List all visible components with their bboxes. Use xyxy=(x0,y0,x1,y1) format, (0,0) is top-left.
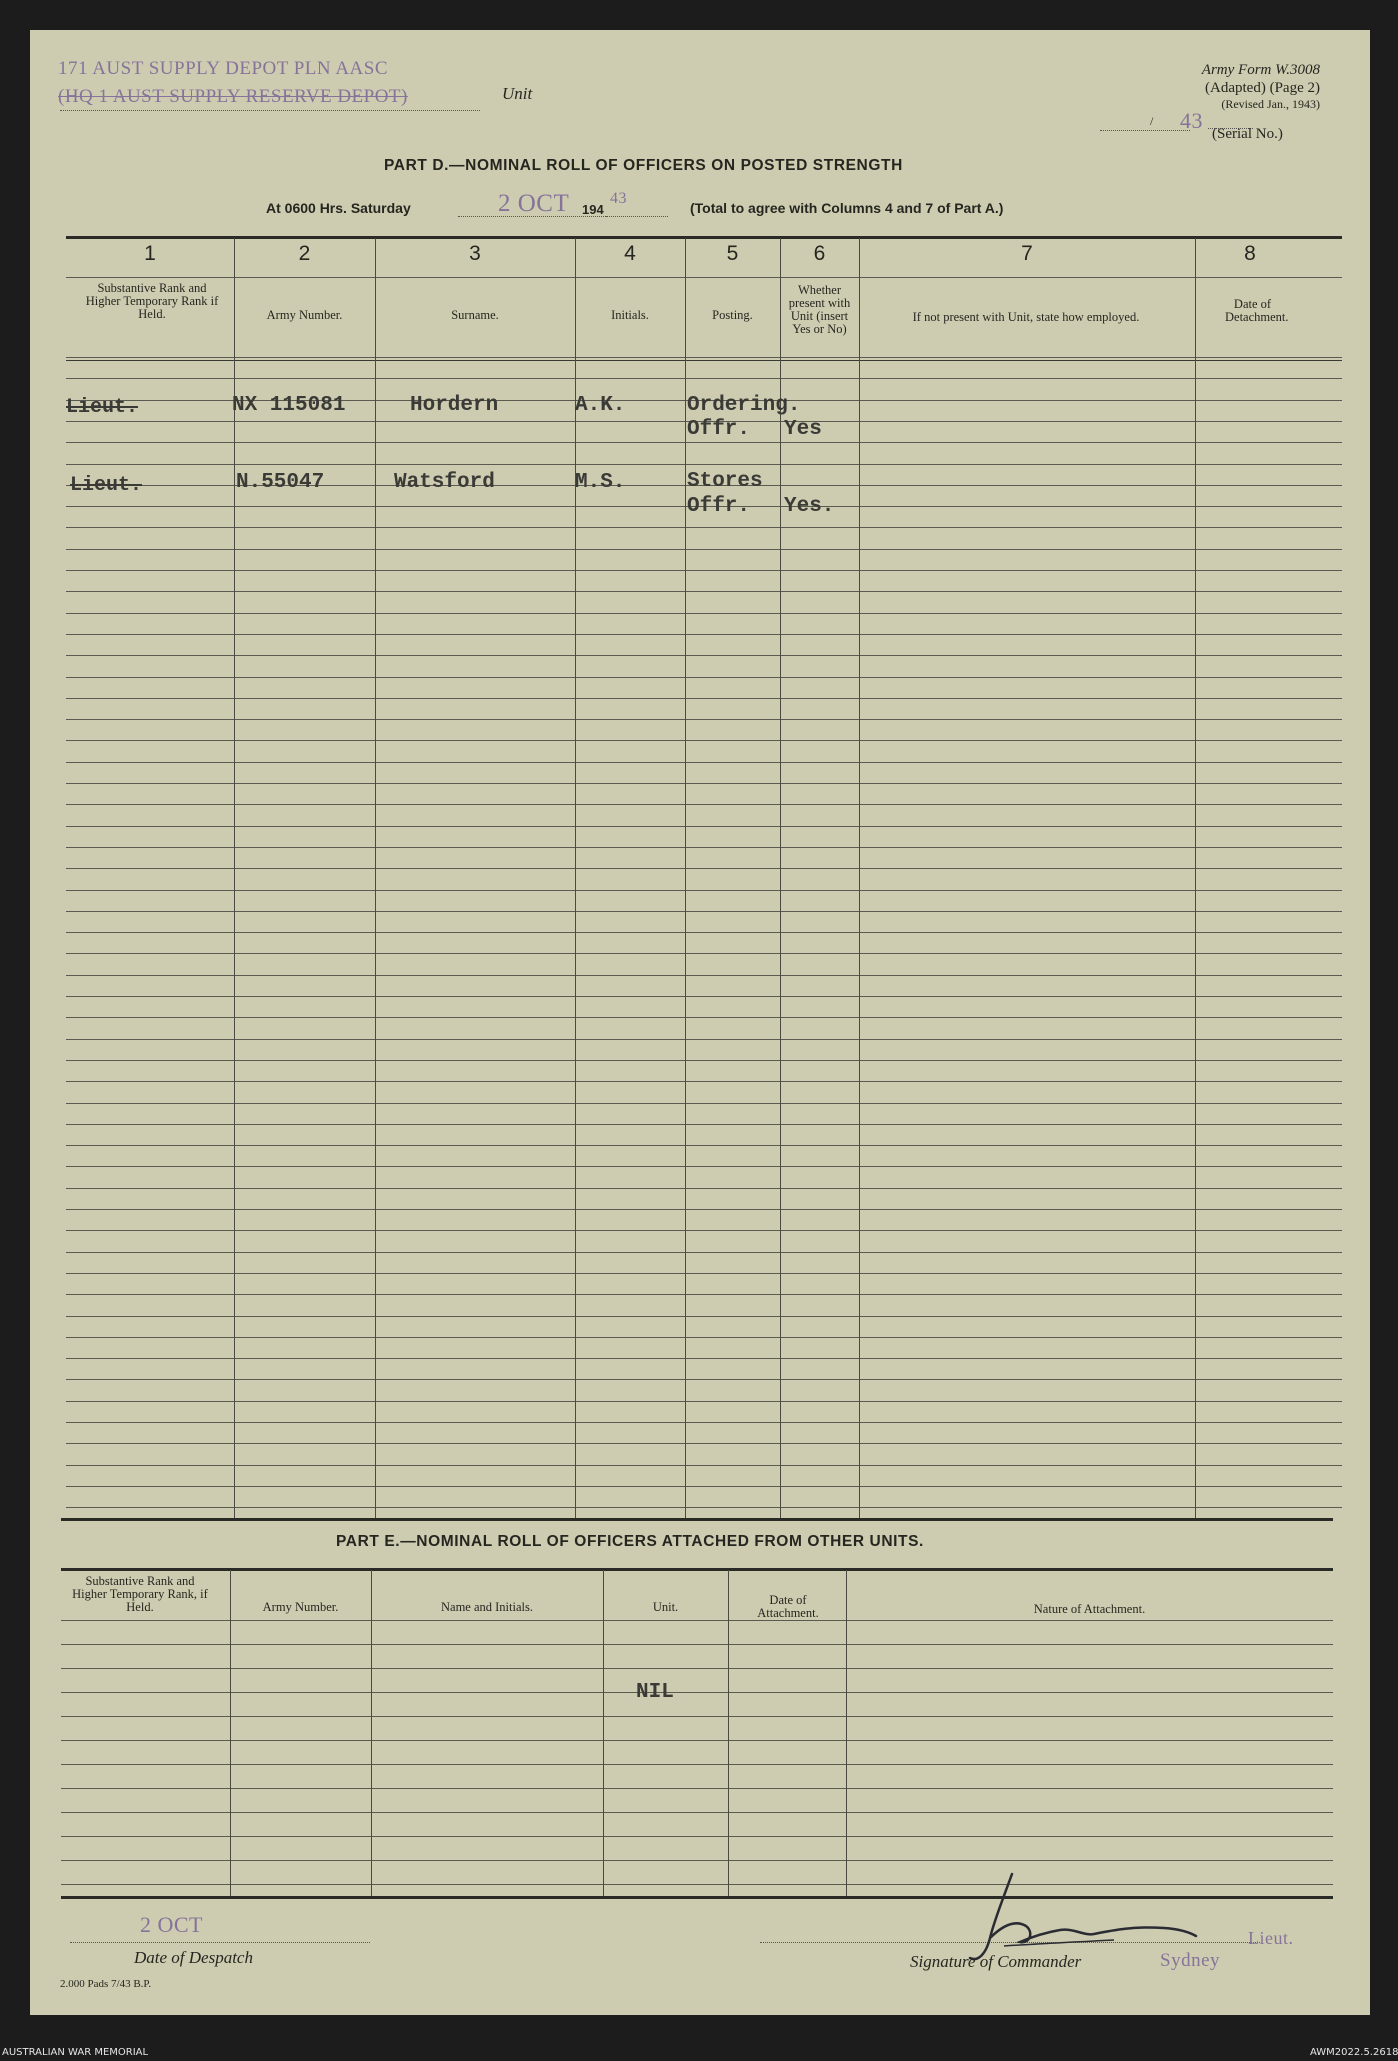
ruled-line xyxy=(61,1812,1333,1813)
ruled-line xyxy=(66,1166,1342,1167)
part-e-col-5-header: Date of Attachment. xyxy=(757,1593,819,1620)
col-2-header: Army Number. xyxy=(266,308,343,322)
ruled-line xyxy=(66,527,1342,528)
col-7-header: If not present with Unit, state how employed. xyxy=(912,310,1140,324)
part-d-date-stamp: 2 OCT xyxy=(498,190,570,217)
ruled-line xyxy=(66,762,1342,763)
ruled-line xyxy=(66,1422,1342,1423)
col-2-number: 2 xyxy=(298,242,311,265)
ruled-line xyxy=(66,890,1342,891)
ruled-line xyxy=(66,634,1342,635)
col-3-number: 3 xyxy=(469,242,481,265)
ruled-line xyxy=(66,953,1342,954)
ruled-line xyxy=(61,1716,1333,1717)
signature-label: Signature of Commander xyxy=(910,1952,1082,1971)
row-2-initials: M.S. xyxy=(575,471,626,494)
ruled-line xyxy=(66,1081,1342,1082)
part-d-vrule-1 xyxy=(234,238,235,1520)
ruled-line xyxy=(66,1060,1342,1061)
ruled-line xyxy=(66,549,1342,550)
ruled-line xyxy=(61,1788,1333,1789)
row-2-posting: Stores xyxy=(687,470,763,493)
ruled-line xyxy=(61,1764,1333,1765)
ruled-line xyxy=(66,804,1342,805)
col-5-number: 5 xyxy=(726,242,739,265)
ruled-line xyxy=(66,1209,1342,1210)
col-6-header: Whether present with Unit (insert Yes or No) xyxy=(788,283,851,336)
part-d-vrule-2 xyxy=(375,238,376,1520)
ruled-line xyxy=(61,1668,1333,1669)
ruled-line xyxy=(66,442,1342,443)
footer-left: AUSTRALIAN WAR MEMORIAL xyxy=(2,2047,149,2058)
ruled-line xyxy=(61,1740,1333,1741)
part-e-vrule-4 xyxy=(728,1570,729,1898)
part-e-col-6-header: Nature of Attachment. xyxy=(1033,1602,1146,1616)
ruled-line xyxy=(66,1316,1342,1317)
col-8-number: 8 xyxy=(1244,242,1256,265)
row-1-posting: Ordering. xyxy=(687,394,801,417)
year-dotted-line xyxy=(606,216,668,218)
despatch-date-stamp: 2 OCT xyxy=(140,1912,203,1937)
header-bottom-rule xyxy=(66,360,1342,361)
part-e-col-2-header: Army Number. xyxy=(262,1600,339,1614)
row-1-surname: Hordern xyxy=(410,394,499,417)
col-1-header: Substantive Rank and Higher Temporary Rank if Held. xyxy=(85,281,219,321)
ruled-line xyxy=(66,1017,1342,1018)
ruled-line xyxy=(66,1039,1342,1040)
pads-note: 2.000 Pads 7/43 B.P. xyxy=(60,1978,152,1990)
part-d-year-stamp: 43 xyxy=(610,190,627,207)
part-d-vrule-7 xyxy=(1195,238,1196,1520)
part-e-title: PART E.—NOMINAL ROLL OF OFFICERS ATTACHED FROM OTHER UNITS. xyxy=(336,1533,924,1550)
part-e-top-border xyxy=(61,1568,1333,1571)
part-e-col-4-header: Unit. xyxy=(652,1600,679,1614)
ruled-line xyxy=(66,357,1342,358)
ruled-line xyxy=(66,677,1342,678)
ruled-line xyxy=(66,1103,1342,1104)
part-d-vrule-3 xyxy=(575,238,576,1520)
ruled-line xyxy=(66,1230,1342,1231)
form-sheet xyxy=(30,30,1370,2015)
row-2-present: Yes. xyxy=(784,495,835,518)
ruled-line xyxy=(66,719,1342,720)
header-number-rule xyxy=(66,277,1342,278)
ruled-line xyxy=(66,570,1342,571)
part-e-nil-entry: NIL xyxy=(636,1681,674,1704)
col-6-number: 6 xyxy=(813,242,826,265)
ruled-line xyxy=(61,1692,1333,1693)
commander-stamp-rank: Lieut. xyxy=(1248,1928,1294,1948)
col-4-number: 4 xyxy=(624,242,636,265)
row-1-rank: Lieut. xyxy=(66,396,139,419)
serial-dotted-line xyxy=(1100,130,1190,132)
form-number: Army Form W.3008 xyxy=(1201,62,1320,78)
serial-stamp: 43 xyxy=(1180,108,1203,133)
ruled-line xyxy=(66,1358,1342,1359)
part-d-vrule-6 xyxy=(859,238,860,1520)
part-d-bottom-border xyxy=(61,1518,1333,1521)
col-3-header: Surname. xyxy=(451,308,499,322)
ruled-line xyxy=(61,1620,1333,1621)
ruled-line xyxy=(66,464,1342,465)
serial-slash: / xyxy=(1150,114,1154,128)
ruled-line xyxy=(66,847,1342,848)
part-e-vrule-3 xyxy=(603,1570,604,1898)
ruled-line xyxy=(66,975,1342,976)
form-revised: (Revised Jan., 1943) xyxy=(1221,97,1320,111)
part-e-vrule-5 xyxy=(846,1570,847,1898)
ruled-line xyxy=(66,1486,1342,1487)
ruled-line xyxy=(61,1644,1333,1645)
col-1-number: 1 xyxy=(144,242,156,265)
ruled-line xyxy=(66,378,1342,379)
part-e-col-3-header: Name and Initials. xyxy=(441,1600,533,1614)
ruled-line xyxy=(66,783,1342,784)
row-1-posting-2: Offr. xyxy=(687,418,751,441)
ruled-line xyxy=(61,1860,1333,1861)
footer-right: AWM2022.5.2618 xyxy=(1310,2047,1398,2058)
despatch-label: Date of Despatch xyxy=(134,1948,253,1967)
ruled-line xyxy=(66,932,1342,933)
col-4-header: Initials. xyxy=(611,308,649,322)
part-d-at-label: At 0600 Hrs. Saturday xyxy=(266,200,411,216)
ruled-line xyxy=(66,655,1342,656)
ruled-line xyxy=(66,1124,1342,1125)
ruled-line xyxy=(66,1145,1342,1146)
row-1-present: Yes xyxy=(784,418,822,441)
ruled-line xyxy=(66,911,1342,912)
ruled-line xyxy=(66,1294,1342,1295)
ruled-line xyxy=(66,1252,1342,1253)
form-adapted: (Adapted) (Page 2) xyxy=(1205,80,1320,96)
unit-stamp-line2: (HQ 1 AUST SUPPLY RESERVE DEPOT) xyxy=(58,86,408,107)
part-d-top-border xyxy=(66,236,1342,239)
col-7-number: 7 xyxy=(1021,242,1033,265)
ruled-line xyxy=(66,1379,1342,1380)
part-d-title: PART D.—NOMINAL ROLL OF OFFICERS ON POSTED STRENGTH xyxy=(384,157,903,174)
ruled-line xyxy=(66,1188,1342,1189)
ruled-line xyxy=(66,868,1342,869)
unit-label: Unit xyxy=(502,84,533,103)
row-2-rank: Lieut. xyxy=(70,474,143,497)
unit-stamp-line1: 171 AUST SUPPLY DEPOT PLN AASC xyxy=(58,58,389,79)
serial-label: (Serial No.) xyxy=(1212,126,1283,142)
part-e-vrule-1 xyxy=(230,1570,231,1898)
despatch-dotted-line xyxy=(70,1942,370,1944)
unit-dotted-line xyxy=(60,110,480,112)
ruled-line xyxy=(66,613,1342,614)
ruled-line xyxy=(66,740,1342,741)
row-1-initials: A.K. xyxy=(575,394,626,417)
part-e-vrule-2 xyxy=(371,1570,372,1898)
ruled-line xyxy=(66,826,1342,827)
row-2-army-number: N.55047 xyxy=(236,471,325,494)
ruled-line xyxy=(66,698,1342,699)
ruled-line xyxy=(66,996,1342,997)
ruled-line xyxy=(66,1337,1342,1338)
ruled-line xyxy=(66,1443,1342,1444)
part-d-total-note: (Total to agree with Columns 4 and 7 of Part A.) xyxy=(690,200,1004,216)
part-d-vrule-4 xyxy=(685,238,686,1520)
part-d-vrule-5 xyxy=(780,238,781,1520)
row-2-posting-2: Offr. xyxy=(687,495,751,518)
part-d-year-prefix: 194 xyxy=(582,202,604,217)
ruled-line xyxy=(61,1836,1333,1837)
ruled-line xyxy=(66,1507,1342,1508)
row-1-army-number: NX 115081 xyxy=(232,394,346,417)
ruled-line xyxy=(66,1273,1342,1274)
commander-stamp-location: Sydney xyxy=(1160,1950,1220,1971)
row-2-surname: Watsford xyxy=(394,471,495,494)
part-e-col-1-header: Substantive Rank and Higher Temporary Rank, if Held. xyxy=(72,1574,208,1614)
ruled-line xyxy=(66,591,1342,592)
col-8-header: Date of Detachment. xyxy=(1225,297,1289,324)
ruled-line xyxy=(66,1465,1342,1466)
col-5-header: Posting. xyxy=(712,308,753,322)
ruled-line xyxy=(66,1401,1342,1402)
